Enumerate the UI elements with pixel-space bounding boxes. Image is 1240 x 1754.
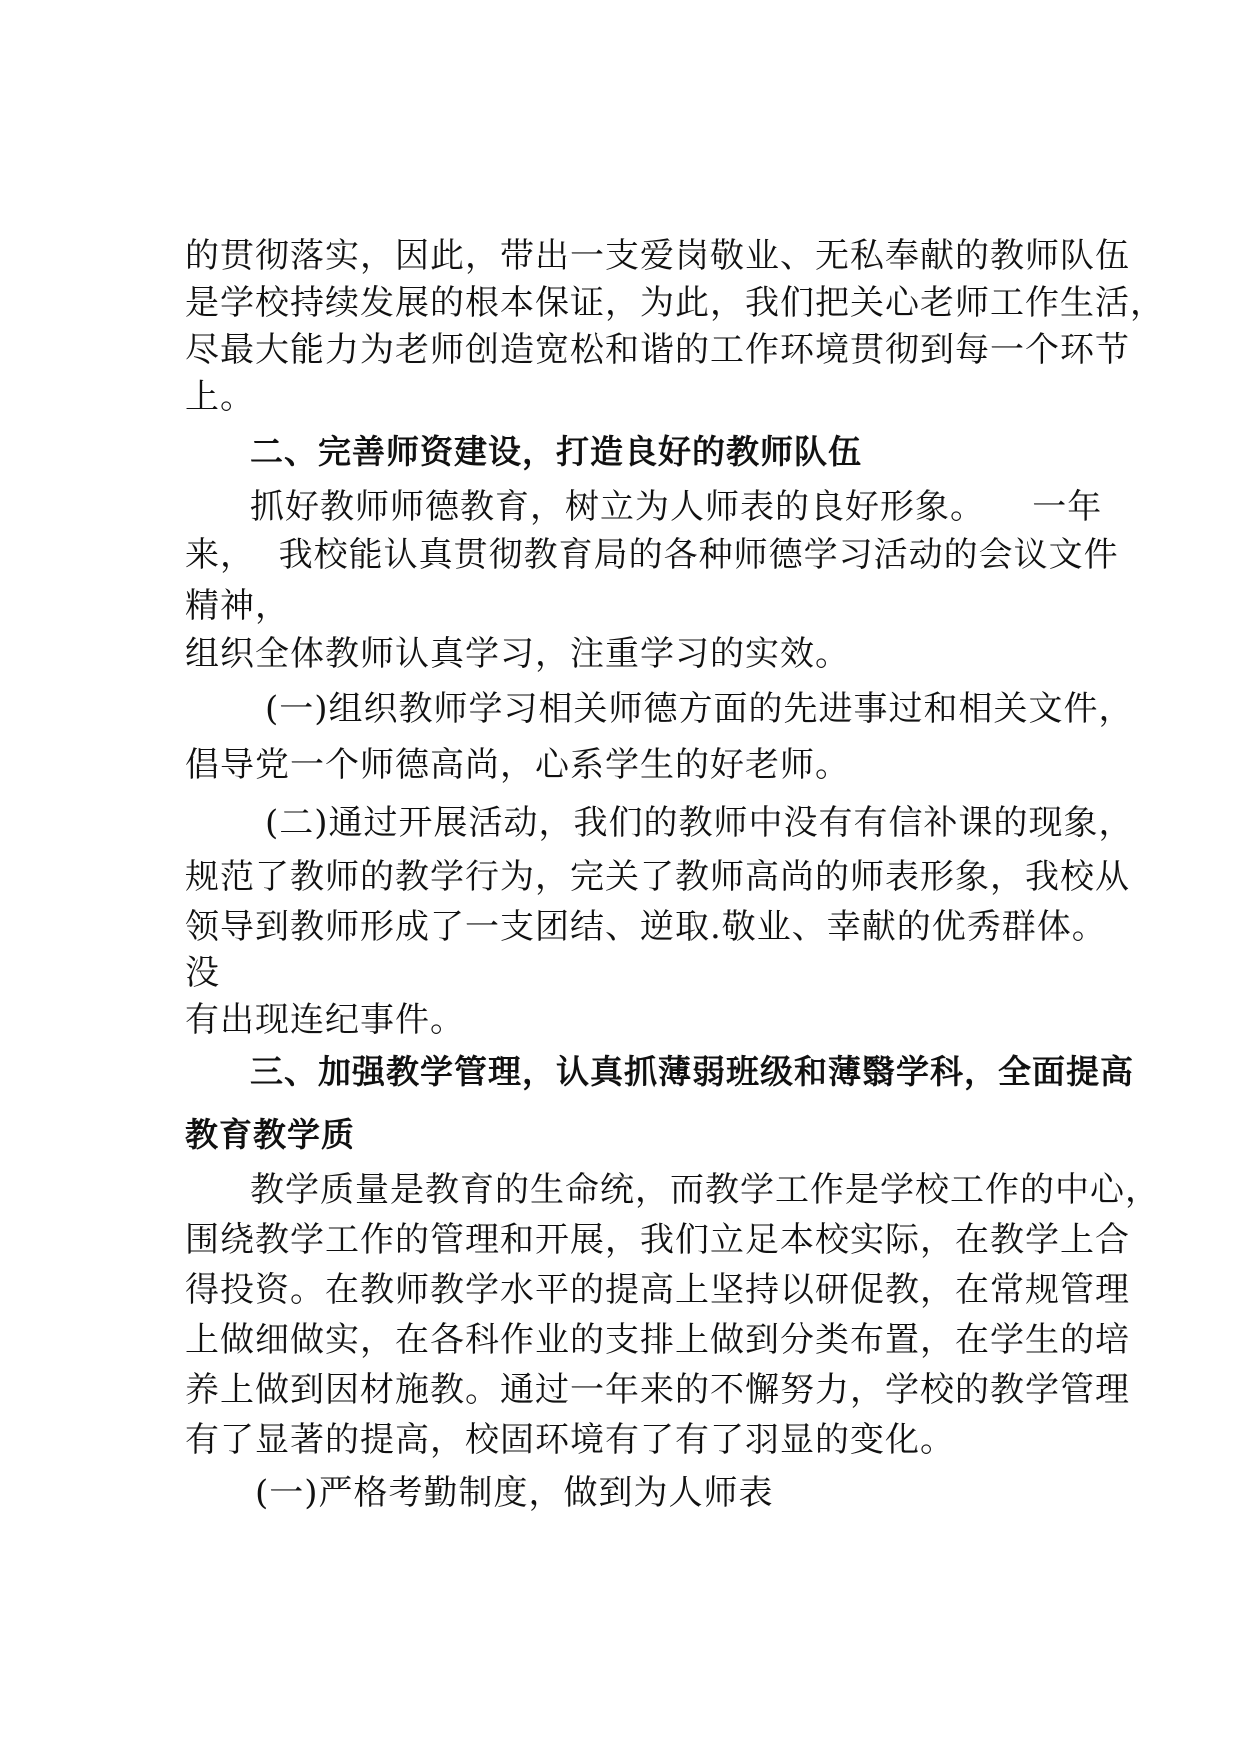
- paragraph-line: 有了显著的提高，校固环境有了有了羽显的变化。: [185, 1420, 955, 1460]
- paragraph-line: 组织全体教师认真学习，注重学习的实效。: [185, 634, 850, 674]
- paragraph-line: 是学校持续发展的根本保证，为此，我们把关心老师工作生活，: [185, 283, 1165, 323]
- list-item-line: 领导到教师形成了一支团结、逆取.敬业、幸献的优秀群体。: [185, 907, 1107, 947]
- paragraph-line: 围绕教学工作的管理和开展，我们立足本校实际，在教学上合: [185, 1220, 1130, 1260]
- paragraph-line: 得投资。在教师教学水平的提高上坚持以研促教，在常规管理: [185, 1270, 1130, 1310]
- list-item-line: 有出现连纪事件。: [185, 1000, 465, 1040]
- paragraph-line: 教学质量是教育的生命统，而教学工作是学校工作的中心，: [250, 1170, 1160, 1210]
- section-heading-3-cont: 教育教学质: [185, 1115, 355, 1154]
- list-item-line: 规范了教师的教学行为，完关了教师高尚的师表形象，我校从: [185, 857, 1130, 897]
- list-item-line: 没: [185, 953, 220, 993]
- paragraph-line: 尽最大能力为老师创造宽松和谐的工作环境贯彻到每一个环节: [185, 330, 1130, 370]
- list-item-line: (一)严格考勤制度，做到为人师表: [255, 1473, 774, 1513]
- section-heading-2: 二、完善师资建设，打造良好的教师队伍: [250, 432, 862, 471]
- paragraph-line: 精神，: [185, 586, 290, 626]
- paragraph-line: 上。: [185, 377, 255, 417]
- paragraph-line: 上做细做实，在各科作业的支排上做到分类布置，在学生的培: [185, 1320, 1130, 1360]
- paragraph-line: 抓好教师师德教育，树立为人师表的良好形象。 一年: [250, 487, 1103, 527]
- section-heading-3: 三、加强教学管理，认真抓薄弱班级和薄翳学科，全面提高: [250, 1052, 1134, 1091]
- list-item-line: 倡导党一个师德高尚，心系学生的好老师。: [185, 745, 850, 785]
- list-item-line: (一)组织教师学习相关师德方面的先进事过和相关文件，: [265, 689, 1134, 729]
- paragraph-line: 的贯彻落实，因此，带出一支爱岗敬业、无私奉献的教师队伍: [185, 236, 1130, 276]
- paragraph-line: 来， 我校能认真贯彻教育局的各种师德学习活动的会议文件: [185, 535, 1119, 575]
- list-item-line: (二)通过开展活动，我们的教师中没有有信补课的现象，: [265, 803, 1134, 843]
- paragraph-line: 养上做到因材施教。通过一年来的不懈努力，学校的教学管理: [185, 1370, 1130, 1410]
